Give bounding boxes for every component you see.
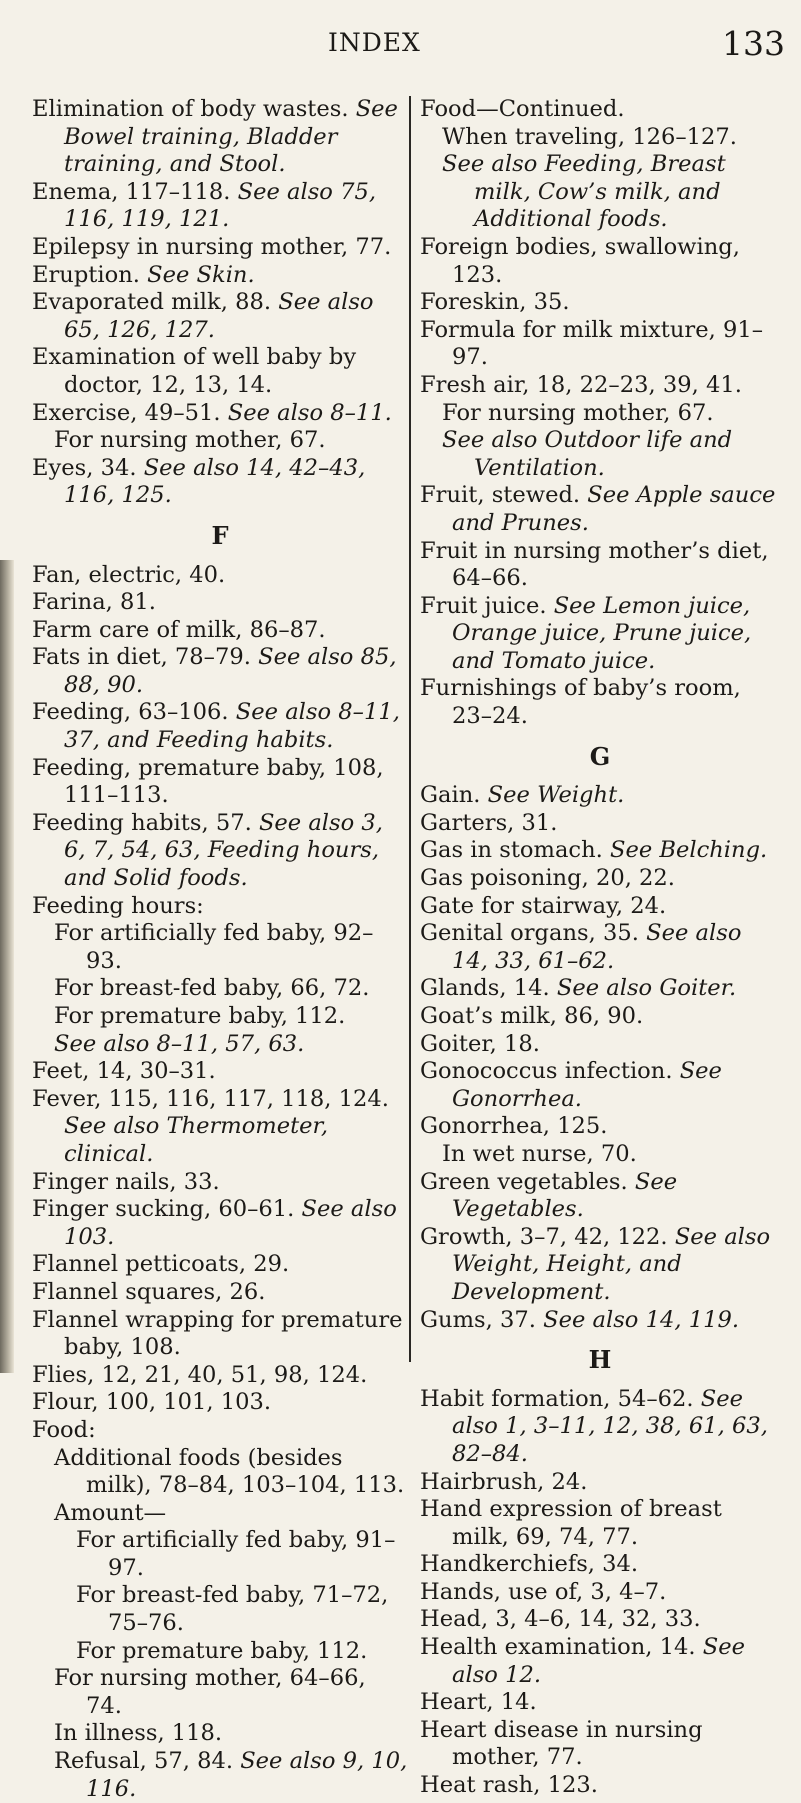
index-entry xyxy=(420,1689,780,1717)
entry-text: Glands, 14. xyxy=(420,975,557,1002)
cross-reference: See also Weight, Height, and Development. xyxy=(452,1223,771,1305)
entry-text: Heart, 14. xyxy=(420,1689,537,1716)
index-entry xyxy=(420,317,780,372)
entry-text: In wet nurse, 70. xyxy=(442,1140,637,1167)
entry-text: Elimination of body wastes. xyxy=(32,96,356,122)
index-subentry xyxy=(420,151,780,234)
index-entry xyxy=(420,593,780,676)
entry-text: Hands, use of, 3, 4–7. xyxy=(420,1578,667,1605)
cross-reference: See also 1, 3–11, 12, 38, 61, 63, 82–84. xyxy=(452,1385,768,1467)
entry-text: Fan, electric, 40. xyxy=(32,561,226,588)
entry-text: Feeding hours: xyxy=(32,892,204,919)
column-divider xyxy=(409,96,411,1362)
entry-text: Eruption. xyxy=(32,261,148,288)
entry-text: Food—Continued. xyxy=(420,96,625,122)
index-entry xyxy=(32,96,408,179)
index-entry xyxy=(32,893,408,921)
index-subentry xyxy=(32,1445,408,1500)
entry-text: Finger nails, 33. xyxy=(32,1168,220,1195)
index-entry xyxy=(32,1251,408,1279)
entry-text: Additional foods (besides milk), 78–84, 103–104, 113. xyxy=(54,1444,405,1499)
entry-text: Flannel squares, 26. xyxy=(32,1278,266,1305)
index-entry xyxy=(32,1058,408,1086)
index-entry xyxy=(420,1469,780,1497)
cross-reference: See also Feeding, Breast milk, Cow’s milk, and Additional foods. xyxy=(442,151,726,233)
index-entry xyxy=(32,1389,408,1417)
index-entry xyxy=(420,1579,780,1607)
index-entry xyxy=(32,1307,408,1362)
entry-text: Gonococcus infection. xyxy=(420,1058,680,1085)
cross-reference: See also 75, 116, 119, 121. xyxy=(64,178,377,233)
index-entry xyxy=(420,1224,780,1307)
entry-text: Feeding habits, 57. xyxy=(32,809,259,836)
index-entry xyxy=(420,920,780,975)
index-entry xyxy=(32,699,408,754)
index-subentry xyxy=(32,427,408,455)
index-entry xyxy=(420,675,780,730)
cross-reference: See Bowel training, Bladder training, and Stool. xyxy=(64,96,398,178)
cross-reference: See also 103. xyxy=(64,1196,397,1250)
index-entry xyxy=(420,1386,780,1469)
index-entry xyxy=(420,1031,780,1059)
cross-reference: See Vegetables. xyxy=(452,1168,678,1223)
entry-text: Health examination, 14. xyxy=(420,1634,703,1661)
entry-text: For premature baby, 112. xyxy=(54,1003,346,1029)
index-entry xyxy=(32,179,408,234)
entry-text: Epilepsy in nursing mother, 77. xyxy=(32,233,392,260)
entry-text: Hairbrush, 24. xyxy=(420,1468,588,1495)
entry-text: Goiter, 18. xyxy=(420,1030,540,1057)
index-entry xyxy=(420,96,780,124)
entry-text: Fever, 115, 116, 117, 118, 124. xyxy=(32,1085,389,1112)
index-subentry xyxy=(32,1720,408,1748)
entry-text: Amount— xyxy=(54,1499,167,1526)
index-entry xyxy=(420,782,780,810)
book-page-edge xyxy=(0,560,14,1373)
cross-reference: See also Outdoor life and Ventilation. xyxy=(442,427,733,481)
entry-text: Farina, 81. xyxy=(32,589,156,616)
cross-reference: See Gonorrhea. xyxy=(452,1058,722,1112)
cross-reference: See also Goiter. xyxy=(556,975,737,1002)
cross-reference: See also 14, 42–43, 116, 125. xyxy=(64,454,366,509)
entry-text: Food: xyxy=(32,1416,96,1443)
entry-text: Growth, 3–7, 42, 122. xyxy=(420,1223,675,1250)
index-entry xyxy=(420,1496,780,1551)
page-number: 133 xyxy=(722,24,785,63)
entry-text: Fruit, stewed. xyxy=(420,482,588,509)
cross-reference: See also 3, 6, 7, 54, 63, Feeding hours, and Solid foods. xyxy=(64,809,383,892)
index-entry xyxy=(420,234,780,289)
cross-reference: See also 85, 88, 90. xyxy=(64,644,397,698)
index-entry xyxy=(420,865,780,893)
entry-text: Handkerchiefs, 34. xyxy=(420,1551,639,1578)
entry-text: Hand expression of breast milk, 69, 74, 77. xyxy=(420,1496,722,1550)
index-subentry xyxy=(420,400,780,428)
index-entry xyxy=(32,1417,408,1445)
entry-text: Feeding, 63–106. xyxy=(32,699,236,726)
entry-text: Gas in stomach. xyxy=(420,837,610,864)
cross-reference: See Lemon juice, Orange juice, Prune juice, and Tomato juice. xyxy=(452,592,752,674)
entry-text: Refusal, 57, 84. xyxy=(54,1748,241,1775)
index-entry xyxy=(420,482,780,537)
entry-text: Evaporated milk, 88. xyxy=(32,289,279,316)
entry-text: Formula for milk mixture, 91–97. xyxy=(420,316,763,371)
entry-text: Habit formation, 54–62. xyxy=(420,1385,701,1412)
entry-text: Heart disease in nursing mother, 77. xyxy=(420,1716,703,1771)
index-entry xyxy=(32,1169,408,1197)
entry-text: Fruit juice. xyxy=(420,592,554,619)
cross-reference: See also 12. xyxy=(452,1634,746,1688)
cross-reference: See also 14, 119. xyxy=(543,1306,740,1333)
section-letter: H xyxy=(588,1345,612,1375)
index-entry xyxy=(32,262,408,290)
entry-text: Flannel petticoats, 29. xyxy=(32,1251,290,1278)
entry-text: Garters, 31. xyxy=(420,809,558,836)
index-entry xyxy=(420,975,780,1003)
entry-text: Furnishings of baby’s room, 23–24. xyxy=(420,675,741,730)
entry-text: Gonorrhea, 125. xyxy=(420,1113,608,1140)
index-entry xyxy=(32,1279,408,1307)
cross-reference: See also 8–11, 37, and Feeding habits. xyxy=(64,699,400,754)
index-subentry xyxy=(32,1003,408,1031)
entry-text: For nursing mother, 67. xyxy=(442,399,714,426)
entry-text: Exercise, 49–51. xyxy=(32,399,228,426)
entry-text: For breast-fed baby, 66, 72. xyxy=(54,975,370,1002)
entry-text: Feet, 14, 30–31. xyxy=(32,1058,216,1085)
entry-text: Heat rash, 123. xyxy=(420,1772,598,1799)
index-subentry xyxy=(32,1500,408,1528)
index-entry xyxy=(420,1058,780,1113)
index-entry xyxy=(420,1003,780,1031)
entry-text: Finger sucking, 60–61. xyxy=(32,1196,302,1223)
index-column-left xyxy=(32,96,408,1803)
entry-text: Foreign bodies, swallowing, 123. xyxy=(420,233,740,288)
index-entry xyxy=(420,1717,780,1772)
entry-text: Gas poisoning, 20, 22. xyxy=(420,865,675,892)
cross-reference: See Apple sauce and Prunes. xyxy=(452,482,776,536)
index-entry xyxy=(32,1362,408,1390)
entry-text: For nursing mother, 67. xyxy=(54,427,326,454)
cross-reference: See Belching. xyxy=(610,837,768,864)
entry-text: For nursing mother, 64–66, 74. xyxy=(54,1665,366,1719)
index-entry xyxy=(32,562,408,590)
entry-text: Eyes, 34. xyxy=(32,454,144,481)
cross-reference: See Weight. xyxy=(487,782,625,809)
entry-text: Gums, 37. xyxy=(420,1306,544,1333)
index-subentry xyxy=(32,1031,408,1059)
entry-text: Goat’s milk, 86, 90. xyxy=(420,1003,644,1029)
index-subentry xyxy=(32,1638,408,1666)
index-subentry xyxy=(32,1748,408,1803)
index-entry xyxy=(32,234,408,262)
section-letter: F xyxy=(211,520,229,550)
entry-text: Flies, 12, 21, 40, 51, 98, 124. xyxy=(32,1361,368,1388)
entry-text: Gain. xyxy=(420,782,488,809)
index-subentry xyxy=(420,427,780,482)
index-entry xyxy=(420,372,780,400)
index-entry xyxy=(420,810,780,838)
entry-text: Foreskin, 35. xyxy=(420,289,570,316)
entry-text: When traveling, 126–127. xyxy=(442,123,737,150)
index-subentry xyxy=(32,1665,408,1720)
index-subentry xyxy=(32,1582,408,1637)
entry-text: Fats in diet, 78–79. xyxy=(32,644,259,671)
entry-text: For breast-fed baby, 71–72, 75–76. xyxy=(76,1582,389,1637)
entry-text: Genital organs, 35. xyxy=(420,920,647,947)
index-subentry xyxy=(32,1527,408,1582)
cross-reference: See also 8–11, 57, 63. xyxy=(54,1030,305,1057)
index-entry xyxy=(420,1113,780,1141)
entry-text: Examination of well baby by doctor, 12, 13, 14. xyxy=(32,344,357,398)
index-column-right xyxy=(420,96,780,1800)
entry-text: Head, 3, 4–6, 14, 32, 33. xyxy=(420,1606,701,1633)
index-subentry xyxy=(32,975,408,1003)
index-entry xyxy=(32,1196,408,1251)
cross-reference: See also Thermometer, clinical. xyxy=(64,1113,329,1167)
index-entry xyxy=(32,589,408,617)
index-entry xyxy=(420,1169,780,1224)
index-entry xyxy=(420,1551,780,1579)
entry-text: Fruit in nursing mother’s diet, 64–66. xyxy=(420,537,769,592)
cross-reference: See also 65, 126, 127. xyxy=(64,289,374,343)
entry-text: For artificially fed baby, 92–93. xyxy=(54,920,374,974)
index-entry xyxy=(420,538,780,593)
entry-text: For artificially fed baby, 91–97. xyxy=(76,1527,396,1581)
index-entry xyxy=(32,810,408,893)
entry-text: Feeding, premature baby, 108, 111–113. xyxy=(32,754,384,809)
index-entry xyxy=(420,289,780,317)
index-entry xyxy=(420,1307,780,1335)
entry-text: Gate for stairway, 24. xyxy=(420,892,667,919)
index-entry xyxy=(420,1606,780,1634)
entry-text: For premature baby, 112. xyxy=(76,1637,368,1664)
cross-reference: See also 8–11. xyxy=(227,399,392,426)
entry-text: Fresh air, 18, 22–23, 39, 41. xyxy=(420,371,742,398)
index-entry xyxy=(420,837,780,865)
entry-text: Flannel wrapping for premature baby, 108. xyxy=(32,1306,403,1361)
index-entry xyxy=(32,289,408,344)
index-subentry xyxy=(32,920,408,975)
entry-text: Farm care of milk, 86–87. xyxy=(32,616,326,643)
index-entry xyxy=(32,755,408,810)
running-head xyxy=(0,24,801,64)
index-entry xyxy=(32,1086,408,1169)
index-entry xyxy=(32,344,408,399)
running-title: INDEX xyxy=(328,28,421,57)
index-entry xyxy=(32,400,408,428)
entry-text: Enema, 117–118. xyxy=(32,178,238,205)
index-entry xyxy=(32,617,408,645)
cross-reference: See Skin. xyxy=(147,261,255,288)
index-subentry xyxy=(420,1141,780,1169)
entry-text: Green vegetables. xyxy=(420,1168,635,1195)
index-entry xyxy=(32,455,408,510)
index-entry xyxy=(420,1634,780,1689)
index-entry xyxy=(420,893,780,921)
index-entry xyxy=(32,644,408,699)
cross-reference: See also 14, 33, 61–62. xyxy=(452,920,742,974)
entry-text: In illness, 118. xyxy=(54,1720,223,1747)
section-letter: G xyxy=(589,741,611,771)
index-entry xyxy=(420,1772,780,1800)
cross-reference: See also 9, 10, 116. xyxy=(86,1748,408,1802)
index-subentry xyxy=(420,124,780,152)
entry-text: Flour, 100, 101, 103. xyxy=(32,1389,272,1416)
